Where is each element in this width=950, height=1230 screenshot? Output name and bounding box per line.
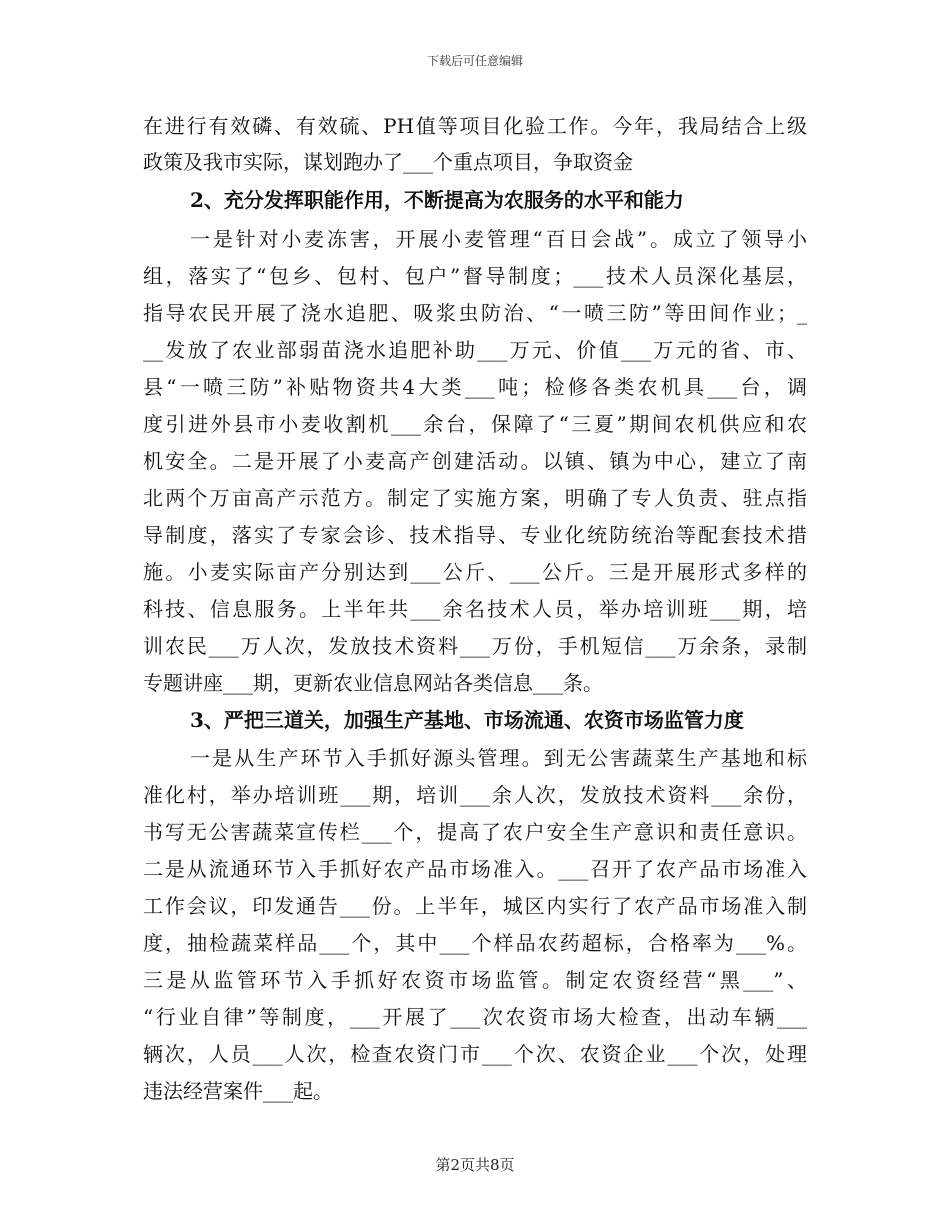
section-heading: 3、严把三道关，加强生产基地、市场流通、农资市场监管力度 <box>190 708 744 732</box>
paragraph-line: 导制度，落实了专家会诊、技术指导、专业化统防统治等配套技术措 <box>143 523 807 547</box>
paragraph-line: 机安全。二是开展了小麦高产创建活动。以镇、镇为中心，建立了南 <box>143 449 807 473</box>
paragraph-line: 指导农民开展了浇水追肥、吸浆虫防治、“一喷三防”等田间作业；_ <box>143 301 807 325</box>
page-header: 下载后可任意编辑 <box>426 54 523 68</box>
paragraph-line: 县“一喷三防”补贴物资共4大类___吨；检修各类农机具___台，调 <box>143 375 807 399</box>
paragraph-line: 政策及我市实际，谋划跑办了___个重点项目，争取资金 <box>143 150 633 174</box>
paragraph-line: 一是从生产环节入手抓好源头管理。到无公害蔬菜生产基地和标 <box>190 746 807 770</box>
paragraph-line: 施。小麦实际亩产分别达到___公斤、___公斤。三是开展形式多样的 <box>143 560 807 584</box>
paragraph-line: __发放了农业部弱苗浇水追肥补助___万元、价值___万元的省、市、 <box>143 338 807 362</box>
paragraph-line: 北两个万亩高产示范方。制定了实施方案，明确了专人负责、驻点指 <box>143 486 807 510</box>
paragraph-line: 组，落实了“包乡、包村、包户”督导制度；___技术人员深化基层， <box>143 264 807 288</box>
paragraph-line: 专题讲座___期，更新农业信息网站各类信息___条。 <box>143 671 603 695</box>
paragraph-line: 书写无公害蔬菜宣传栏___个，提高了农户安全生产意识和责任意识。 <box>143 820 807 844</box>
paragraph-line: 度引进外县市小麦收割机___余台，保障了“三夏”期间农机供应和农 <box>143 412 807 436</box>
section-heading: 2、充分发挥职能作用，不断提高为农服务的水平和能力 <box>190 188 684 212</box>
paragraph-line: 工作会议，印发通告___份。上半年，城区内实行了农产品市场准入制 <box>143 894 807 918</box>
paragraph-line: 三是从监管环节入手抓好农资市场监管。制定农资经营“黑___”、 <box>143 968 807 992</box>
paragraph-line: 违法经营案件___起。 <box>143 1079 333 1103</box>
paragraph-line: 在进行有效磷、有效硫、PH值等项目化验工作。今年，我局结合上级 <box>143 114 807 138</box>
paragraph-line: “行业自律”等制度，___开展了___次农资市场大检查，出动车辆___ <box>143 1005 807 1029</box>
paragraph-line: 辆次，人员___人次，检查农资门市___个次、农资企业___个次，处理 <box>143 1042 807 1066</box>
paragraph-line: 二是从流通环节入手抓好农产品市场准入。___召开了农产品市场准入 <box>143 857 807 881</box>
page-footer: 第2页共8页 <box>435 1156 515 1174</box>
paragraph-line: 训农民___万人次，发放技术资料___万份，手机短信___万余条，录制 <box>143 634 807 658</box>
paragraph-line: 科技、信息服务。上半年共___余名技术人员，举办培训班___期，培 <box>143 597 807 621</box>
paragraph-line: 准化村，举办培训班___期，培训___余人次，发放技术资料___余份， <box>143 783 807 807</box>
paragraph-line: 度，抽检蔬菜样品___个，其中___个样品农药超标，合格率为___%。 <box>143 931 807 955</box>
paragraph-line: 一是针对小麦冻害，开展小麦管理“百日会战”。成立了领导小 <box>190 227 807 251</box>
